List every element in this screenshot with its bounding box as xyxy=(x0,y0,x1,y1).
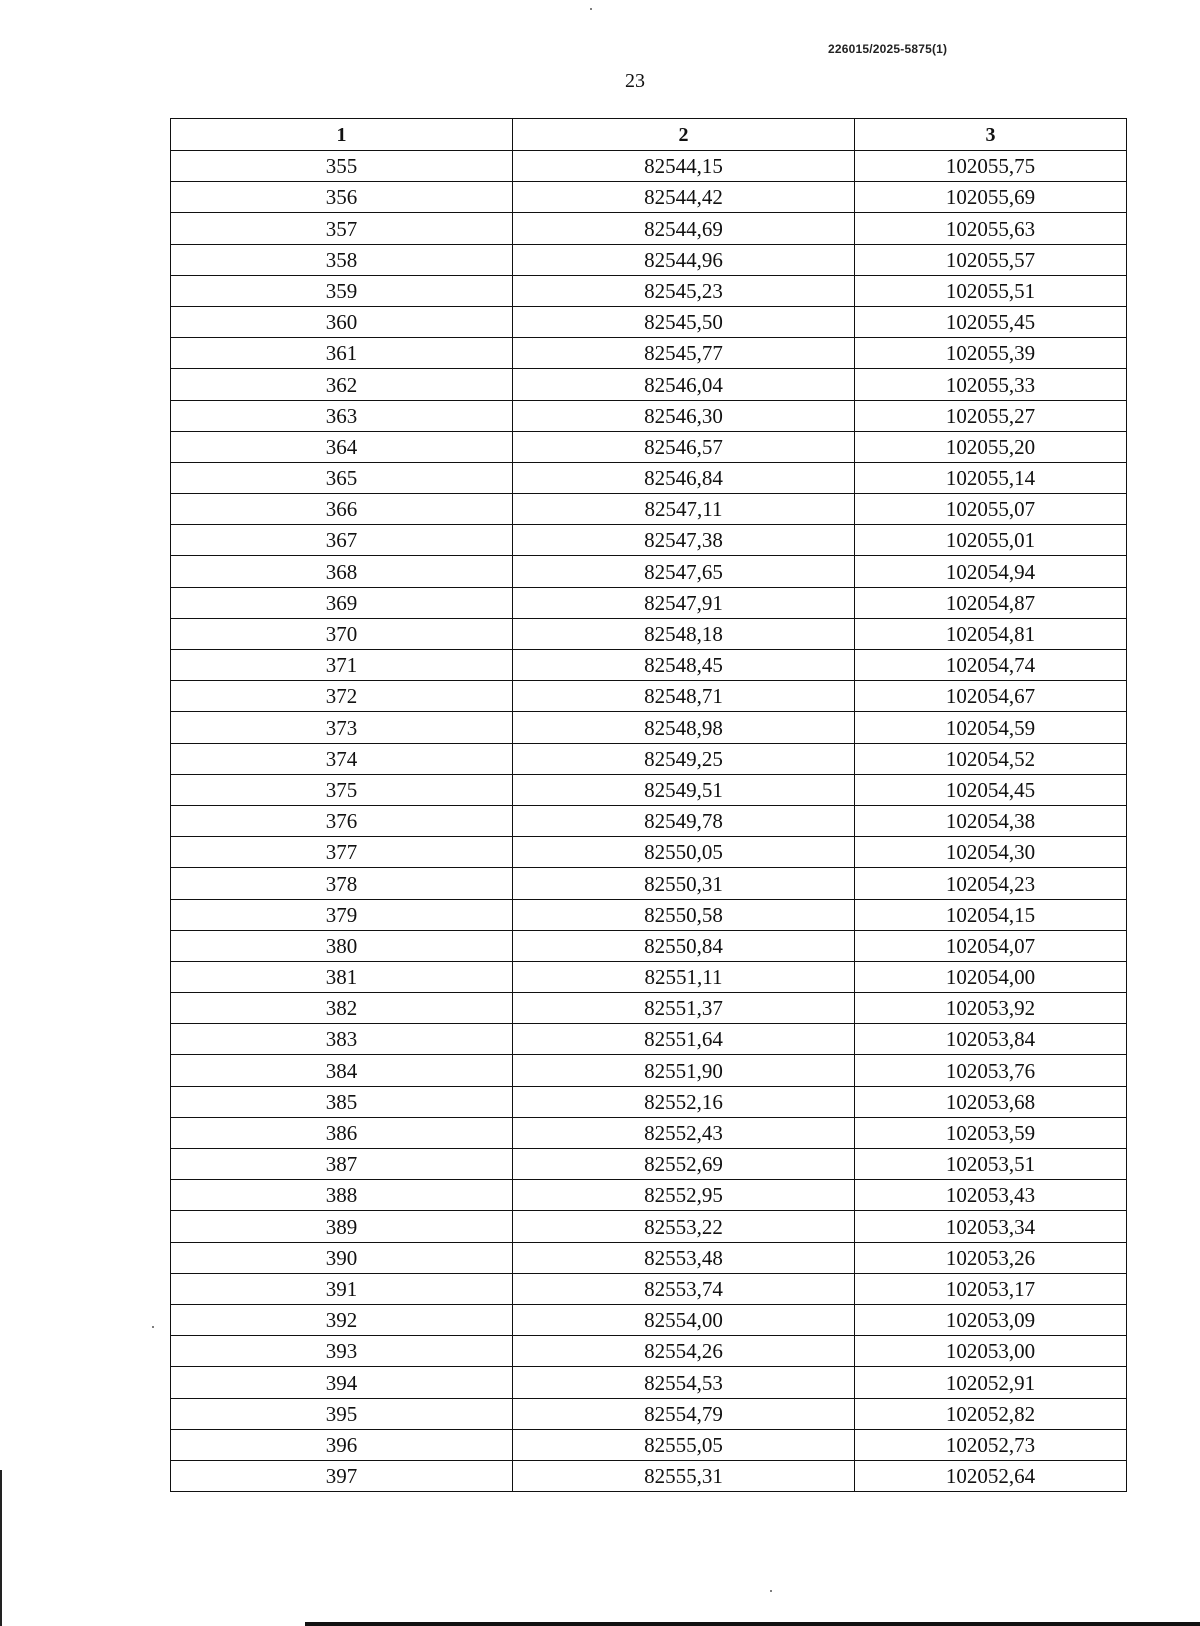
table-row xyxy=(171,805,1127,836)
table-cell: 82548,18 xyxy=(513,618,855,649)
table-cell: 102053,17 xyxy=(855,1273,1127,1304)
table-cell: 102054,00 xyxy=(855,961,1127,992)
table-cell: 102053,00 xyxy=(855,1336,1127,1367)
table-cell: 102055,69 xyxy=(855,182,1127,213)
table-row xyxy=(171,213,1127,244)
table-row xyxy=(171,525,1127,556)
table-row xyxy=(171,681,1127,712)
table-cell: 392 xyxy=(171,1304,513,1335)
table-cell: 102055,57 xyxy=(855,244,1127,275)
table-cell: 82555,31 xyxy=(513,1460,855,1491)
table-cell: 102054,81 xyxy=(855,618,1127,649)
table-row xyxy=(171,1149,1127,1180)
table-row xyxy=(171,1086,1127,1117)
table-row xyxy=(171,1055,1127,1086)
table-cell: 368 xyxy=(171,556,513,587)
table-cell: 377 xyxy=(171,837,513,868)
table-cell: 102054,45 xyxy=(855,774,1127,805)
table-cell: 369 xyxy=(171,587,513,618)
table-cell: 82551,64 xyxy=(513,1024,855,1055)
coordinates-table xyxy=(170,118,1127,1492)
table-cell: 102055,14 xyxy=(855,462,1127,493)
table-cell: 361 xyxy=(171,338,513,369)
table-cell: 82552,95 xyxy=(513,1180,855,1211)
table-cell: 102055,33 xyxy=(855,369,1127,400)
table-cell: 82546,30 xyxy=(513,400,855,431)
table-cell: 102054,07 xyxy=(855,930,1127,961)
table-cell: 82548,45 xyxy=(513,650,855,681)
table-cell: 82545,77 xyxy=(513,338,855,369)
table-cell: 82547,11 xyxy=(513,494,855,525)
column-header: 3 xyxy=(855,119,1127,151)
table-cell: 373 xyxy=(171,712,513,743)
table-cell: 82555,05 xyxy=(513,1429,855,1460)
table-cell: 102052,82 xyxy=(855,1398,1127,1429)
table-cell: 384 xyxy=(171,1055,513,1086)
table-cell: 82547,65 xyxy=(513,556,855,587)
table-cell: 102054,94 xyxy=(855,556,1127,587)
table-cell: 82549,51 xyxy=(513,774,855,805)
table-cell: 82545,50 xyxy=(513,306,855,337)
table-row xyxy=(171,1117,1127,1148)
table-cell: 82549,78 xyxy=(513,805,855,836)
table-cell: 102052,91 xyxy=(855,1367,1127,1398)
table-cell: 394 xyxy=(171,1367,513,1398)
table-row xyxy=(171,1180,1127,1211)
table-cell: 364 xyxy=(171,431,513,462)
table-cell: 82550,31 xyxy=(513,868,855,899)
table-cell: 356 xyxy=(171,182,513,213)
table-cell: 82546,57 xyxy=(513,431,855,462)
table-row xyxy=(171,1211,1127,1242)
table-row xyxy=(171,930,1127,961)
table-header xyxy=(171,119,1127,151)
table-cell: 102053,92 xyxy=(855,993,1127,1024)
table-cell: 102053,59 xyxy=(855,1117,1127,1148)
table-cell: 102054,23 xyxy=(855,868,1127,899)
table-row xyxy=(171,431,1127,462)
table-cell: 82553,22 xyxy=(513,1211,855,1242)
scan-speck xyxy=(152,1326,154,1328)
table-cell: 82549,25 xyxy=(513,743,855,774)
table-cell: 102053,43 xyxy=(855,1180,1127,1211)
table-cell: 82552,69 xyxy=(513,1149,855,1180)
table-cell: 82554,26 xyxy=(513,1336,855,1367)
table-row xyxy=(171,151,1127,182)
table-cell: 389 xyxy=(171,1211,513,1242)
table-cell: 102053,51 xyxy=(855,1149,1127,1180)
table-cell: 390 xyxy=(171,1242,513,1273)
table-cell: 82548,98 xyxy=(513,712,855,743)
table-cell: 82544,15 xyxy=(513,151,855,182)
table-cell: 82554,00 xyxy=(513,1304,855,1335)
table-row xyxy=(171,1460,1127,1491)
table-cell: 102052,73 xyxy=(855,1429,1127,1460)
table-cell: 102053,76 xyxy=(855,1055,1127,1086)
table-cell: 82553,48 xyxy=(513,1242,855,1273)
table-cell: 102054,87 xyxy=(855,587,1127,618)
table-cell: 102054,38 xyxy=(855,805,1127,836)
table-cell: 82550,84 xyxy=(513,930,855,961)
table-cell: 387 xyxy=(171,1149,513,1180)
table-cell: 102053,34 xyxy=(855,1211,1127,1242)
table-row xyxy=(171,774,1127,805)
table-cell: 393 xyxy=(171,1336,513,1367)
table-cell: 82550,58 xyxy=(513,899,855,930)
table-cell: 378 xyxy=(171,868,513,899)
table-cell: 396 xyxy=(171,1429,513,1460)
table-cell: 355 xyxy=(171,151,513,182)
table-row xyxy=(171,743,1127,774)
table-row xyxy=(171,899,1127,930)
table-cell: 102055,39 xyxy=(855,338,1127,369)
table-cell: 102053,68 xyxy=(855,1086,1127,1117)
table-row xyxy=(171,306,1127,337)
table-row xyxy=(171,837,1127,868)
table-cell: 371 xyxy=(171,650,513,681)
table-cell: 102054,74 xyxy=(855,650,1127,681)
table-body xyxy=(171,151,1127,1492)
table-row xyxy=(171,369,1127,400)
table-cell: 102055,51 xyxy=(855,275,1127,306)
table-cell: 102055,63 xyxy=(855,213,1127,244)
table-cell: 358 xyxy=(171,244,513,275)
table-cell: 372 xyxy=(171,681,513,712)
table-row xyxy=(171,961,1127,992)
table-cell: 365 xyxy=(171,462,513,493)
table-cell: 102054,15 xyxy=(855,899,1127,930)
scan-edge-mark xyxy=(0,1470,2,1626)
table-cell: 102052,64 xyxy=(855,1460,1127,1491)
table-cell: 82552,43 xyxy=(513,1117,855,1148)
table-cell: 102053,26 xyxy=(855,1242,1127,1273)
table-row xyxy=(171,1367,1127,1398)
table-cell: 102054,52 xyxy=(855,743,1127,774)
table-cell: 82544,42 xyxy=(513,182,855,213)
table-cell: 383 xyxy=(171,1024,513,1055)
table-row xyxy=(171,587,1127,618)
table-cell: 388 xyxy=(171,1180,513,1211)
table-cell: 102055,20 xyxy=(855,431,1127,462)
table-row xyxy=(171,275,1127,306)
table-row xyxy=(171,1242,1127,1273)
table-cell: 357 xyxy=(171,213,513,244)
table-cell: 391 xyxy=(171,1273,513,1304)
table-cell: 363 xyxy=(171,400,513,431)
table-cell: 102055,75 xyxy=(855,151,1127,182)
table-cell: 82546,04 xyxy=(513,369,855,400)
table-row xyxy=(171,1304,1127,1335)
table-cell: 102054,67 xyxy=(855,681,1127,712)
table-cell: 82544,96 xyxy=(513,244,855,275)
table-cell: 385 xyxy=(171,1086,513,1117)
table-row xyxy=(171,556,1127,587)
column-header: 2 xyxy=(513,119,855,151)
table-cell: 380 xyxy=(171,930,513,961)
table-row xyxy=(171,1336,1127,1367)
table-cell: 102054,59 xyxy=(855,712,1127,743)
table-cell: 82547,38 xyxy=(513,525,855,556)
page-number: 23 xyxy=(625,70,645,92)
table-row xyxy=(171,993,1127,1024)
table-cell: 102053,84 xyxy=(855,1024,1127,1055)
table-cell: 397 xyxy=(171,1460,513,1491)
column-header: 1 xyxy=(171,119,513,151)
table-cell: 102055,01 xyxy=(855,525,1127,556)
table-row xyxy=(171,712,1127,743)
table-cell: 82553,74 xyxy=(513,1273,855,1304)
document-reference: 226015/2025-5875(1) xyxy=(828,42,948,56)
table-cell: 102055,27 xyxy=(855,400,1127,431)
table-cell: 386 xyxy=(171,1117,513,1148)
table-cell: 82547,91 xyxy=(513,587,855,618)
table-cell: 374 xyxy=(171,743,513,774)
table-row xyxy=(171,618,1127,649)
table-row xyxy=(171,494,1127,525)
table-cell: 82551,90 xyxy=(513,1055,855,1086)
table-cell: 82550,05 xyxy=(513,837,855,868)
table-cell: 82551,37 xyxy=(513,993,855,1024)
table-cell: 102055,07 xyxy=(855,494,1127,525)
table-cell: 82545,23 xyxy=(513,275,855,306)
table-cell: 102055,45 xyxy=(855,306,1127,337)
table-row xyxy=(171,182,1127,213)
table-row xyxy=(171,1273,1127,1304)
table-cell: 376 xyxy=(171,805,513,836)
table-cell: 82554,53 xyxy=(513,1367,855,1398)
table-cell: 360 xyxy=(171,306,513,337)
table-cell: 366 xyxy=(171,494,513,525)
table-cell: 395 xyxy=(171,1398,513,1429)
table-cell: 379 xyxy=(171,899,513,930)
table-cell: 102054,30 xyxy=(855,837,1127,868)
table-cell: 82546,84 xyxy=(513,462,855,493)
table-row xyxy=(171,400,1127,431)
table-cell: 82552,16 xyxy=(513,1086,855,1117)
table-row xyxy=(171,1398,1127,1429)
table-row xyxy=(171,244,1127,275)
table-cell: 381 xyxy=(171,961,513,992)
table-row xyxy=(171,868,1127,899)
table-cell: 82551,11 xyxy=(513,961,855,992)
coordinates-table-container xyxy=(170,118,1126,1492)
table-row xyxy=(171,1429,1127,1460)
scan-bottom-line xyxy=(305,1622,1200,1626)
table-cell: 102053,09 xyxy=(855,1304,1127,1335)
scan-speck xyxy=(770,1590,772,1592)
scan-speck xyxy=(590,8,592,10)
table-cell: 82548,71 xyxy=(513,681,855,712)
table-cell: 359 xyxy=(171,275,513,306)
table-row xyxy=(171,338,1127,369)
table-cell: 367 xyxy=(171,525,513,556)
table-row xyxy=(171,1024,1127,1055)
table-cell: 370 xyxy=(171,618,513,649)
table-cell: 375 xyxy=(171,774,513,805)
table-cell: 382 xyxy=(171,993,513,1024)
header-row xyxy=(171,119,1127,151)
table-cell: 82554,79 xyxy=(513,1398,855,1429)
table-cell: 362 xyxy=(171,369,513,400)
table-cell: 82544,69 xyxy=(513,213,855,244)
table-row xyxy=(171,650,1127,681)
table-row xyxy=(171,462,1127,493)
